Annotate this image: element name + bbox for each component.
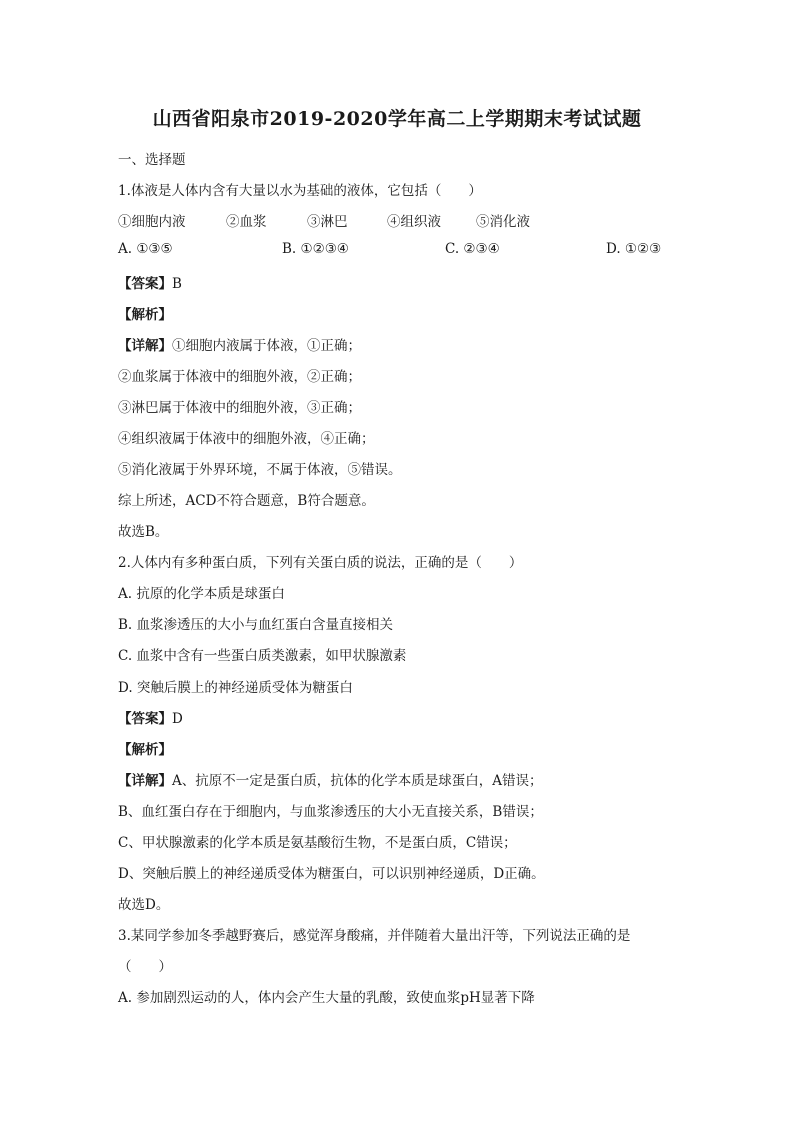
q3-stem-continuation: （ ） [118,959,172,975]
page-title: 山西省阳泉市2019-2020学年高二上学期期末考试试题 [152,108,642,130]
q2-analysis-label: 【解析】 [118,742,172,758]
q2-option-c: C. 血浆中含有一些蛋白质类激素，如甲状腺激素 [118,648,407,664]
detail-text: ①细胞内液属于体液，①正确； [172,338,361,354]
q1-option-a: A. ①③⑤ [118,241,173,257]
q2-answer [118,707,183,727]
answer-value: B [172,276,182,292]
q3-stem: 3.某同学参加冬季越野赛后，感觉浑身酸痛，并伴随着大量出汗等，下列说法正确的是 [118,928,631,944]
q1-item-3: ③淋巴 [307,214,348,230]
q1-item-5: ⑤消化液 [476,214,530,230]
answer-value: D [172,711,183,727]
q1-detail-line: ③淋巴属于体液中的细胞外液，③正确； [118,400,361,416]
detail-label: 【详解】 [118,338,172,354]
answer-label: 【答案】 [118,276,172,292]
q2-option-a: A. 抗原的化学本质是球蛋白 [118,586,285,602]
q2-option-d: D. 突触后膜上的神经递质受体为糖蛋白 [118,680,353,696]
q1-detail-first [118,334,361,354]
section-heading: 一、选择题 [118,152,186,168]
q1-summary: 综上所述，ACD不符合题意，B符合题意。 [118,493,375,509]
q1-item-4: ④组织液 [387,214,441,230]
q1-stem: 1.体液是人体内含有大量以水为基础的液体，它包括（ ） [118,183,482,199]
q1-conclusion: 故选B。 [118,524,169,540]
q1-answer [118,272,182,292]
detail-text: A、抗原不一定是蛋白质，抗体的化学本质是球蛋白，A错误； [172,773,543,789]
detail-label: 【详解】 [118,773,172,789]
q1-analysis-label: 【解析】 [118,307,172,323]
q2-detail-line: C、甲状腺激素的化学本质是氨基酸衍生物，不是蛋白质，C错误； [118,835,517,851]
q1-option-c: C. ②③④ [445,241,500,257]
q2-detail-line: D、突触后膜上的神经递质受体为糖蛋白，可以识别神经递质，D正确。 [118,866,545,882]
q2-stem: 2.人体内有多种蛋白质，下列有关蛋白质的说法，正确的是（ ） [118,555,523,571]
q3-option-a: A. 参加剧烈运动的人，体内会产生大量的乳酸，致使血浆pH显著下降 [118,990,535,1006]
q1-option-b: B. ①②③④ [282,241,349,257]
q1-detail-line: ⑤消化液属于外界环境，不属于体液，⑤错误。 [118,462,402,478]
q1-item-1: ①细胞内液 [118,214,186,230]
q1-option-d: D. ①②③ [606,241,662,257]
answer-label: 【答案】 [118,711,172,727]
q1-item-2: ②血浆 [226,214,267,230]
q2-conclusion: 故选D。 [118,897,170,913]
q2-option-b: B. 血浆渗透压的大小与血红蛋白含量直接相关 [118,617,394,633]
q2-detail-first [118,769,543,789]
q2-detail-line: B、血红蛋白存在于细胞内，与血浆渗透压的大小无直接关系，B错误； [118,804,543,820]
q1-detail-line: ②血浆属于体液中的细胞外液，②正确； [118,369,361,385]
q1-detail-line: ④组织液属于体液中的细胞外液，④正确； [118,431,375,447]
